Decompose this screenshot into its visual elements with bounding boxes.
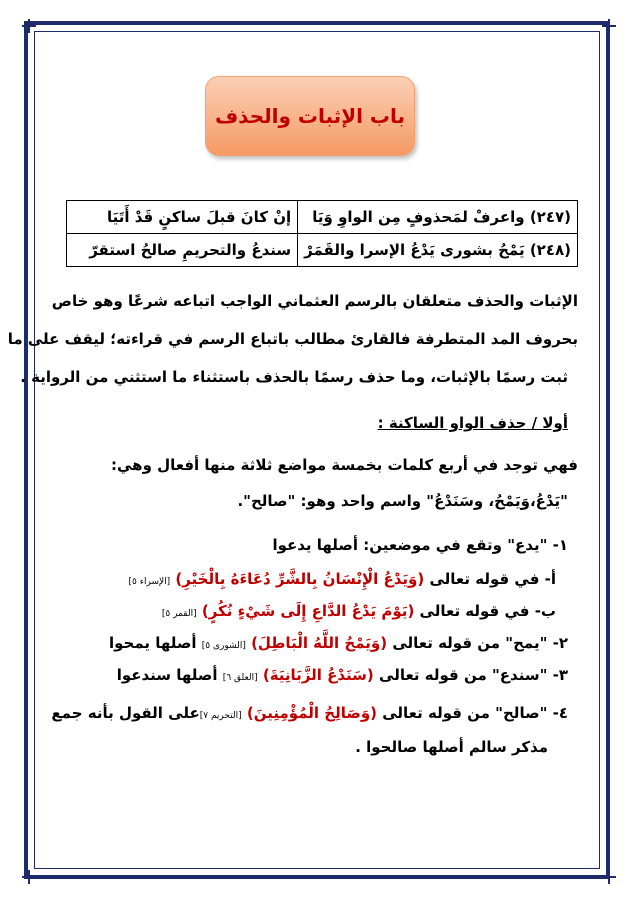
- quran-verse: (سَنَدْعُ الزَّبَانِيَةَ): [262, 666, 374, 684]
- corner-ornament: [22, 870, 36, 884]
- verse-part2: سندعُ والتحريمِ صالحُ استقرّ: [89, 241, 292, 259]
- verse-number: (٢٤٨): [529, 241, 571, 259]
- section-intro-line: "يَدْعُ،وَيَمْحُ، وسَنَدْعُ" واسم واحد وهو: "صالح".: [237, 492, 568, 510]
- item-2: [109, 634, 568, 652]
- section-heading: أولا / حذف الواو الساكنة :: [377, 414, 568, 432]
- quran-verse: (وَصَالِحُ الْمُؤْمِنِينَ): [246, 704, 378, 722]
- item-1a: [129, 570, 556, 588]
- verse-reference: [الشورى ٥]: [201, 641, 246, 651]
- item-prefix: ٢- "يمح" من قوله تعالى: [387, 634, 568, 652]
- page-title: باب الإثبات والحذف: [214, 104, 406, 128]
- item-prefix: ٣- "سندع" من قوله تعالى: [373, 666, 568, 684]
- intro-line: بحروف المد المتطرفة فالقارئ مطالب باتباع الرسم في قراءته؛ ليقف على ما: [7, 330, 578, 348]
- item-prefix: ٤- "صالح" من قوله تعالى: [377, 704, 568, 722]
- item-4-continuation: مذكر سالم أصلها صالحوا .: [355, 738, 548, 756]
- verse-part1-cell: [298, 201, 578, 234]
- item-4: [51, 704, 568, 722]
- item-suffix: أصلها سندعوا: [116, 666, 223, 684]
- title-box: [205, 76, 415, 156]
- verse-reference: [العلق ٦]: [222, 673, 258, 683]
- section-intro-line: فهي توجد في أربع كلمات بخمسة مواضع ثلاثة منها أفعال وهي:: [111, 456, 578, 474]
- verse-part1: واعرفْ لمَحذوفٍ مِن الواوِ وَيَا: [312, 208, 525, 226]
- corner-ornament: [602, 870, 616, 884]
- item-3: [117, 666, 568, 684]
- corner-ornament: [602, 19, 616, 33]
- quran-verse: (وَيَدْعُ الْإِنْسَانُ بِالشَّرِّ دُعَاءَهُ بِالْخَيْرِ): [175, 570, 425, 588]
- item-prefix: أ- في قوله تعالى: [424, 570, 556, 588]
- verse-part2-cell: [67, 201, 298, 234]
- verse-part2: إنْ كانَ قبلَ ساكنٍ قَدْ أَتَيَا: [106, 208, 292, 226]
- corner-ornament: [22, 19, 36, 33]
- intro-line: الإثبات والحذف متعلقان بالرسم العثماني الواجب اتباعه شرعًا وهو خاص: [51, 292, 578, 310]
- item-1b: [162, 602, 556, 620]
- item-suffix: على القول بأنه جمع: [51, 704, 200, 722]
- verse-reference: [التحريم ٧]: [199, 711, 242, 721]
- item-suffix: أصلها يمحوا: [108, 634, 202, 652]
- table-row: [67, 201, 578, 234]
- verse-reference: [القمر ٥]: [161, 609, 197, 619]
- table-row: [67, 234, 578, 267]
- quran-verse: (يَوْمَ يَدْعُ الدَّاعِ إِلَى شَيْءٍ نُكُرٍ): [201, 602, 415, 620]
- item-1: ١- "يدع" وتقع في موضعين: أصلها يدعوا: [272, 536, 568, 554]
- item-prefix: ب- في قوله تعالى: [414, 602, 556, 620]
- verse-part1: يَمْحُ بشورى يَدْعُ الإسرا والقَمَرْ: [304, 241, 525, 259]
- verse-reference: [الإسراء ٥]: [128, 577, 171, 587]
- quran-verse: (وَيَمْحُ اللَّهُ الْبَاطِلَ): [251, 634, 388, 652]
- verse-part2-cell: [67, 234, 298, 267]
- intro-line: ثبت رسمًا بالإثبات، وما حذف رسمًا بالحذف باستثناء ما استثني من الرواية .: [20, 368, 568, 386]
- verse-number: (٢٤٧): [529, 208, 571, 226]
- verses-table: [66, 200, 578, 267]
- verse-part1-cell: [298, 234, 578, 267]
